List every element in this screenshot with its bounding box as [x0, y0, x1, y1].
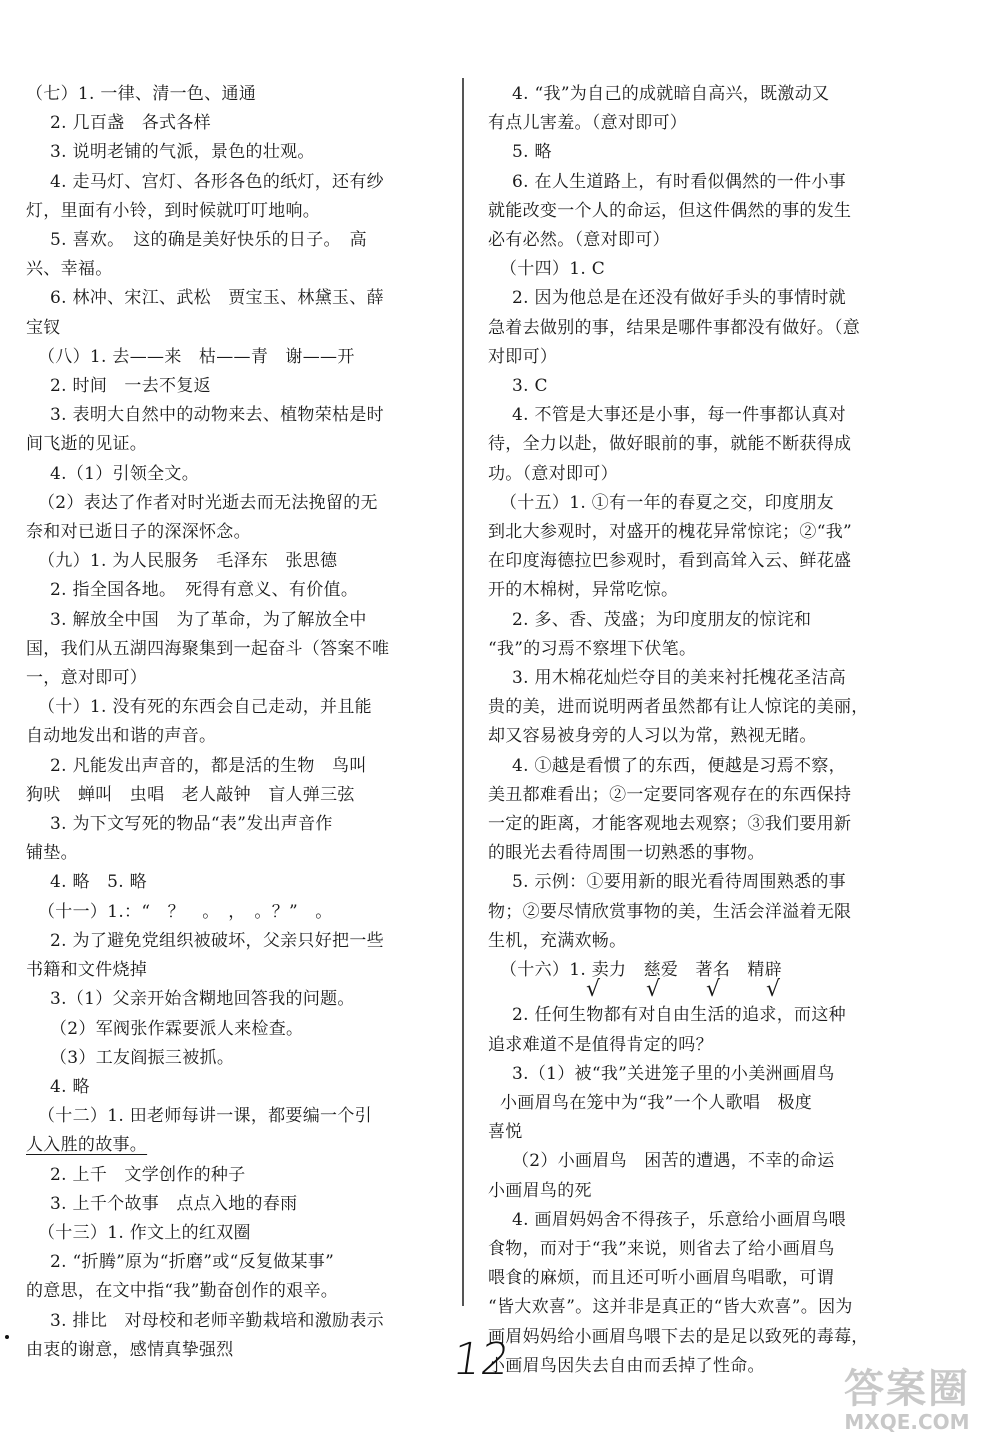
- text-line: 到北大参观时，对盛开的槐花异常惊诧；②“我”: [488, 522, 852, 543]
- text-line: （七）1. 一律、清一色、通通: [26, 84, 257, 104]
- text-line: 3. C: [512, 376, 548, 397]
- text-line: 5. 示例：①要用新的眼光看待周围熟悉的事: [512, 872, 846, 893]
- text-line: 2. 上千 文学创作的种子: [50, 1164, 246, 1185]
- text-line: （十六）1. 卖力 慈爱 著名 精辟: [500, 960, 783, 981]
- text-line: “我”的习焉不察埋下伏笔。: [488, 638, 697, 659]
- text-line: 的眼光去看待周围一切熟悉的事物。: [488, 843, 765, 864]
- text-line: 国，我们从五湖四海聚集到一起奋斗（答案不唯: [26, 638, 390, 659]
- check-mark-icon: √: [646, 977, 661, 1003]
- text-line: 一，意对即可）: [26, 668, 148, 689]
- watermark-logo: 答案圈: [844, 1366, 970, 1412]
- text-line: 书籍和文件烧掉: [26, 960, 148, 981]
- check-mark-icon: √: [586, 977, 601, 1003]
- text-line: “皆大欢喜”。这并非是真正的“皆大欢喜”。因为: [488, 1297, 853, 1318]
- text-line: 由衷的谢意，感情真挚强烈: [26, 1339, 234, 1360]
- text-line: （九）1. 为人民服务 毛泽东 张思德: [38, 551, 338, 572]
- text-line: 急着去做别的事，结果是哪件事都没有做好。（意: [488, 317, 861, 338]
- text-line: 狗吠 蝉叫 虫唱 老人敲钟 盲人弹三弦: [26, 784, 355, 805]
- text-line: 3.（1）被“我”关进笼子里的小美洲画眉鸟: [512, 1063, 835, 1084]
- text-line: 6. 在人生道路上，有时看似偶然的一件小事: [512, 171, 846, 192]
- text-line: 待，全力以赴，做好眼前的事，就能不断获得成: [488, 434, 852, 455]
- text-line: 小画眉鸟在笼中为“我”一个人歌唱 极度: [500, 1092, 813, 1113]
- text-line: 3. 用木棉花灿烂夺目的美来衬托槐花圣洁高: [512, 668, 846, 689]
- text-line: 的意思，在文中指“我”勤奋创作的艰辛。: [26, 1281, 339, 1302]
- text-line: 自动地发出和谐的声音。: [26, 726, 217, 747]
- text-line: 2. 因为他总是在还没有做好手头的事情时就: [512, 288, 846, 309]
- text-line: 3. 说明老铺的气派，景色的壮观。: [50, 142, 315, 163]
- text-line: 5. 喜欢。 这的确是美好快乐的日子。 高: [50, 230, 367, 251]
- text-line: 生机，充满欢畅。: [488, 930, 627, 951]
- watermark: [832, 1367, 982, 1433]
- text-line: （八）1. 去——来 枯——青 谢——开: [38, 346, 355, 367]
- text-line: （十）1. 没有死的东西会自己走动，并且能: [38, 697, 372, 718]
- text-line: 3. 表明大自然中的动物来去、植物荣枯是时: [50, 405, 384, 426]
- column-divider: [462, 78, 464, 1306]
- text-line: 2. 多、香、茂盛；为印度朋友的惊诧和: [512, 609, 812, 630]
- text-line: （2）小画眉鸟 困苦的遭遇，不幸的命运: [512, 1151, 835, 1172]
- text-line: 一定的距离，才能客观地去观察；③我们要用新: [488, 814, 852, 835]
- stray-dot: [5, 1335, 9, 1339]
- check-mark-icon: √: [766, 977, 781, 1003]
- text-line: 3. 解放全中国 为了革命，为了解放全中: [50, 609, 367, 630]
- text-line: 3.（1）父亲开始含糊地回答我的问题。: [50, 989, 355, 1010]
- text-line: （十三）1. 作文上的红双圈: [38, 1222, 251, 1243]
- right-column: [488, 80, 898, 1381]
- watermark-url: MXQE.COM: [844, 1410, 970, 1434]
- text-line: （十四）1. C: [500, 259, 606, 280]
- text-line: 画眉妈妈给小画眉鸟喂下去的是足以致死的毒莓，: [488, 1326, 869, 1347]
- text-line: 4. 略 5. 略: [50, 872, 147, 893]
- text-line: 就能改变一个人的命运，但这件偶然的事的发生: [488, 200, 852, 221]
- text-line: 间飞逝的见证。: [26, 434, 148, 455]
- text-line: （2）军阀张作霖要派人来检查。: [50, 1018, 304, 1039]
- text-line: 4.（1）引领全文。: [50, 463, 200, 484]
- text-line: （3）工友阎振三被抓。: [50, 1047, 235, 1068]
- text-line: 灯，里面有小铃，到时候就叮叮地响。: [26, 200, 321, 221]
- text-line: 3. 上千个故事 点点入地的春雨: [50, 1193, 298, 1214]
- text-line: 在印度海德拉巴参观时，看到高耸入云、鲜花盛: [488, 551, 852, 572]
- text-line: 4. 走马灯、宫灯、各形各色的纸灯，还有纱: [50, 171, 384, 192]
- text-line: 6. 林冲、宋江、武松 贾宝玉、林黛玉、薛: [50, 288, 384, 309]
- text-line: 2. 时间 一去不复返: [50, 376, 211, 397]
- text-line: （2）表达了作者对时光逝去而无法挽留的无: [38, 492, 378, 513]
- text-line: 2. 任何生物都有对自由生活的追求，而这种: [512, 1005, 846, 1026]
- text-line: 2. 指全国各地。 死得有意义、有价值。: [50, 580, 359, 601]
- text-line: （十一）1.：“ ？ 。 ， 。？” 。: [38, 901, 333, 922]
- text-line: 4. 画眉妈妈舍不得孩子，乐意给小画眉鸟喂: [512, 1209, 846, 1230]
- text-line: 贵的美，进而说明两者虽然都有让人惊诧的美丽，: [488, 697, 869, 718]
- left-column: [26, 80, 424, 1365]
- text-line: 2. “折腾”原为“折磨”或“反复做某事”: [50, 1252, 335, 1273]
- text-line: 3. 为下文写死的物品“表”发出声音作: [50, 814, 333, 835]
- text-line: 必有必然。（意对即可）: [488, 230, 670, 251]
- text-line: 有点儿害羞。（意对即可）: [488, 113, 688, 134]
- text-line: 4. “我”为自己的成就暗自高兴，既激动又: [512, 84, 830, 104]
- text-line: 2. 为了避免党组织被破坏，父亲只好把一些: [50, 930, 384, 951]
- text-line: （十二）1. 田老师每讲一课，都要编一个引: [38, 1106, 372, 1127]
- text-line: 兴、幸福。: [26, 259, 113, 280]
- text-line: 4. 不管是大事还是小事，每一件事都认真对: [512, 405, 846, 426]
- text-line: 铺垫。: [26, 843, 78, 864]
- text-line: 小画眉鸟的死: [488, 1180, 592, 1201]
- text-line: （十五）1. ①有一年的春夏之交，印度朋友: [500, 492, 834, 513]
- text-line: 喜悦: [488, 1122, 523, 1143]
- text-line: 物；②要尽情欣赏事物的美，生活会洋溢着无限: [488, 901, 852, 922]
- text-line: 2. 几百盏 各式各样: [50, 113, 211, 134]
- text-line: 喂食的麻烦，而且还可听小画眉鸟唱歌，可谓: [488, 1268, 834, 1289]
- text-line: 5. 略: [512, 142, 552, 163]
- text-line: 小画眉鸟因失去自由而丢掉了性命。: [488, 1355, 765, 1376]
- text-line: 美丑都难看出；②一定要同客观存在的东西保持: [488, 784, 852, 805]
- text-line underlined: 人入胜的故事。: [26, 1135, 148, 1156]
- text-line: 对即可）: [488, 346, 558, 367]
- text-line: 4. 略: [50, 1076, 90, 1097]
- text-line: 3. 排比 对母校和老师辛勤栽培和激励表示: [50, 1310, 384, 1331]
- text-line: 却又容易被身旁的人习以为常，熟视无睹。: [488, 726, 817, 747]
- text-line: 功。（意对即可）: [488, 463, 618, 484]
- text-line: 2. 凡能发出声音的，都是活的生物 鸟叫: [50, 755, 367, 776]
- check-mark-icon: √: [706, 977, 721, 1003]
- text-line: 开的木棉树，异常吃惊。: [488, 580, 679, 601]
- text-line: 宝钗: [26, 317, 61, 338]
- text-line: 奈和对已逝日子的深深怀念。: [26, 522, 251, 543]
- text-line: 食物，而对于“我”来说，则省去了给小画眉鸟: [488, 1238, 835, 1259]
- text-line: 4. ①越是看惯了的东西，便越是习焉不察，: [512, 755, 846, 776]
- text-line: 追求难道不是值得肯定的吗？: [488, 1034, 713, 1055]
- page-number: 12: [449, 1334, 513, 1385]
